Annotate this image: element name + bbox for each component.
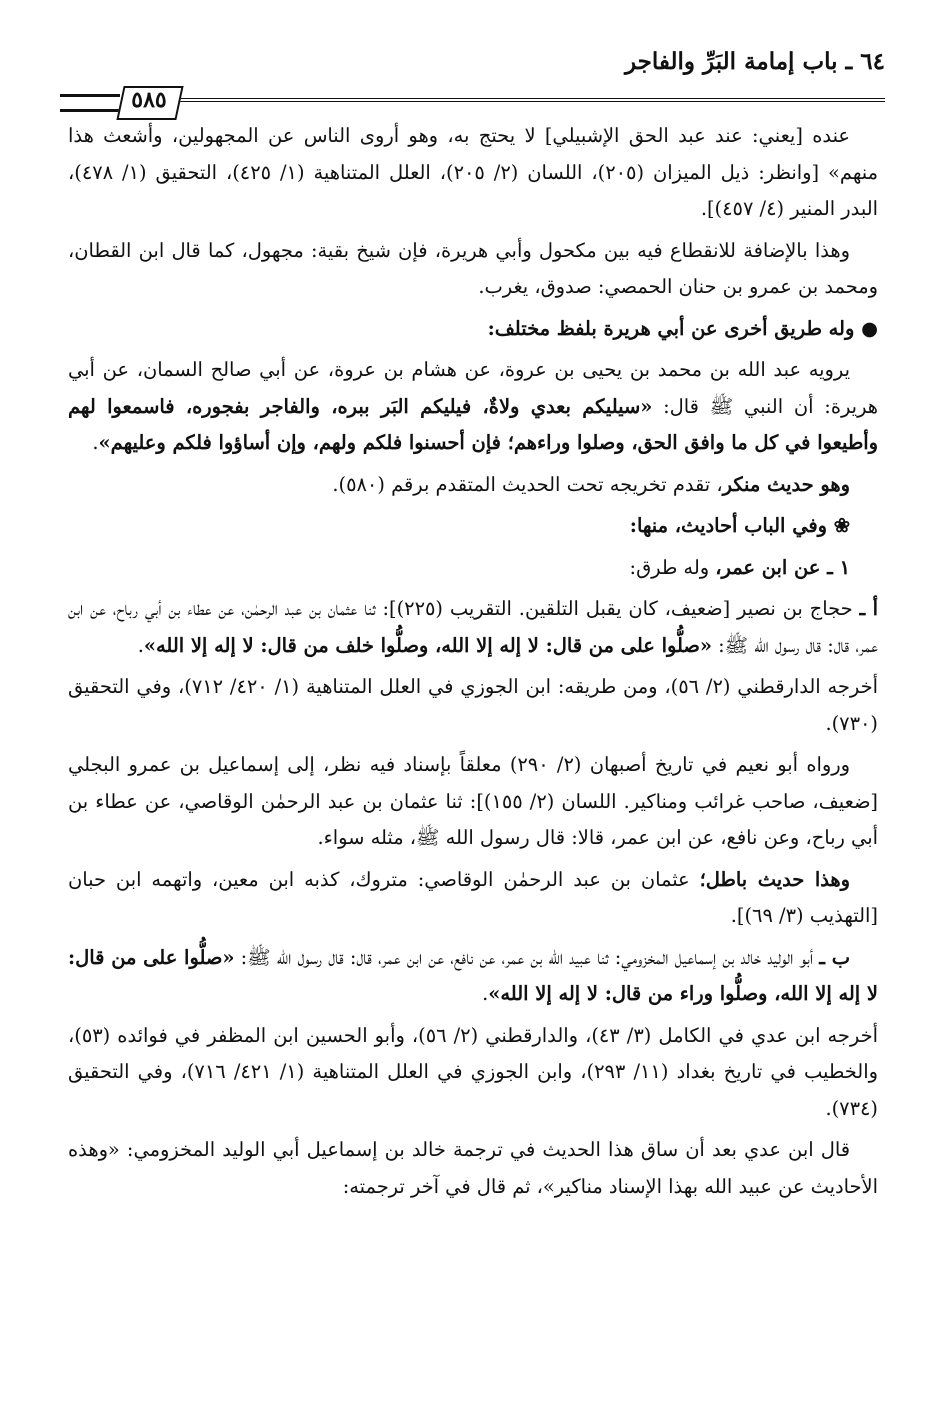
paragraph-4: وهو حديث منكر، تقدم تخريجه تحت الحديث المتقدم برقم (٥٨٠). [332, 472, 850, 496]
paragraph-11: أخرجه ابن عدي في الكامل (٣/ ٤٣)، والدارقطني (٢/ ٥٦)، وأبو الحسين ابن المظفر في فوائده (٥٣)، والخطيب في تاريخ بغداد (١١/ ٢٩٣)، وابن الجوزي في العلل المتناهية (١/ ٤٢١/ ٧١٦)، وفي التحقيق (٧٣٤). [68, 1023, 878, 1120]
page-body [68, 118, 878, 1210]
hadith-text: «صلُّوا على من قال: لا إله إلا الله، وصلُّوا وراء من قال: لا إله إلا الله» [68, 945, 878, 1005]
paragraph-5: ١ ـ عن ابن عمر، وله طرق: [629, 555, 850, 579]
header-rule [175, 98, 885, 102]
paragraph-10: ب ـ أبو الوليد خالد بن إسماعيل المخزومي: ثنا عبيد الله بن عمر، عن نافع، عن ابن عمر، قال: قال رسول الله ﷺ: «صلُّوا على من قال: لا إله إلا الله، وصلُّوا وراء من قال: لا إله إلا الله». [68, 945, 878, 1005]
section-heading-1: ● وله طريق أخرى عن أبي هريرة بلفظ مختلف: [487, 316, 878, 340]
page-number: ٥٨٥ [131, 87, 167, 113]
hadith-text: «صلُّوا على من قال: لا إله إلا الله، وصلُّوا خلف من قال: لا إله إلا الله» [143, 633, 712, 657]
section-heading-2: ❀ وفي الباب أحاديث، منها: [629, 514, 850, 537]
paragraph-3: يرويه عبد الله بن محمد بن يحيى بن عروة، عن هشام بن عروة، عن أبي صالح السمان، عن أبي هريرة: أن النبي ﷺ قال: «سيليكم بعدي ولاةٌ، فيليكم البَر ببره، والفاجر بفجوره، فاسمعوا لهم وأطيعوا في كل ما وافق الحق، وصلوا وراءهم؛ فإن أحسنوا فلكم ولهم، وإن أساؤوا فلكم وعليهم». [68, 358, 878, 454]
chapter-title: ٦٤ ـ باب إمامة البَرِّ والفاجر [624, 48, 885, 75]
paragraph-7: أخرجه الدارقطني (٢/ ٥٦)، ومن طريقه: ابن الجوزي في العلل المتناهية (١/ ٤٢٠/ ٧١٢)، وفي التحقيق (٧٣٠). [68, 675, 878, 735]
page-header [60, 42, 885, 112]
page-number-ornament [60, 94, 120, 112]
paragraph-2: وهذا بالإضافة للانقطاع فيه بين مكحول وأبي هريرة، فإن شيخ بقية: مجهول، كما قال ابن القطان، ومحمد بن عمرو بن حنان الحمصي: صدوق، يغرب. [68, 238, 878, 298]
paragraph-1: عنده [يعني: عند عبد الحق الإشبيلي] لا يحتج به، وهو أروى الناس عن المجهولين، وأشعث هذا منهم» [وانظر: ذيل الميزان (٢٠٥)، اللسان (٢/ ٢٠٥)، العلل المتناهية (١/ ٤٢٥)، التحقيق (١/ ٤٧٨)، البدر المنير (٤/ ٤٥٧)]. [68, 124, 879, 220]
paragraph-9: وهذا حديث باطل؛ عثمان بن عبد الرحمٰن الوقاصي: متروك، كذبه ابن معين، واتهمه ابن حبان [التهذيب (٣/ ٦٩)]. [68, 867, 878, 927]
hadith-text: «سيليكم بعدي ولاةٌ، فيليكم البَر ببره، والفاجر بفجوره، فاسمعوا لهم وأطيعوا في كل ما وافق الحق، وصلوا وراءهم؛ فإن أحسنوا فلكم ولهم، وإن أساؤوا فلكم وعليهم» [68, 394, 878, 454]
paragraph-12: قال ابن عدي بعد أن ساق هذا الحديث في ترجمة خالد بن إسماعيل أبي الوليد المخزومي: «وهذه الأحاديث عن عبيد الله بهذا الإسناد مناكير»، ثم قال في آخر ترجمته: [68, 1138, 878, 1198]
paragraph-8: ورواه أبو نعيم في تاريخ أصبهان (٢/ ٢٩٠) معلقاً بإسناد فيه نظر، إلى إسماعيل بن عمرو البجلي [ضعيف، صاحب غرائب ومناكير. اللسان (٢/ ١٥٥)]: ثنا عثمان بن عبد الرحمٰن الوقاصي، عن عطاء بن أبي رباح، وعن نافع، عن ابن عمر، قالا: قال رسول الله ﷺ، مثله سواء. [68, 753, 878, 849]
paragraph-6: أ ـ حجاج بن نصير [ضعيف، كان يقبل التلقين. التقريب (٢٢٥)]: ثنا عثمان بن عبد الرحمٰن، عن عطاء بن أبي رباح، عن ابن عمر، قال: قال رسول الله ﷺ: «صلُّوا على من قال: لا إله إلا الله، وصلُّوا خلف من قال: لا إله إلا الله». [68, 597, 878, 657]
